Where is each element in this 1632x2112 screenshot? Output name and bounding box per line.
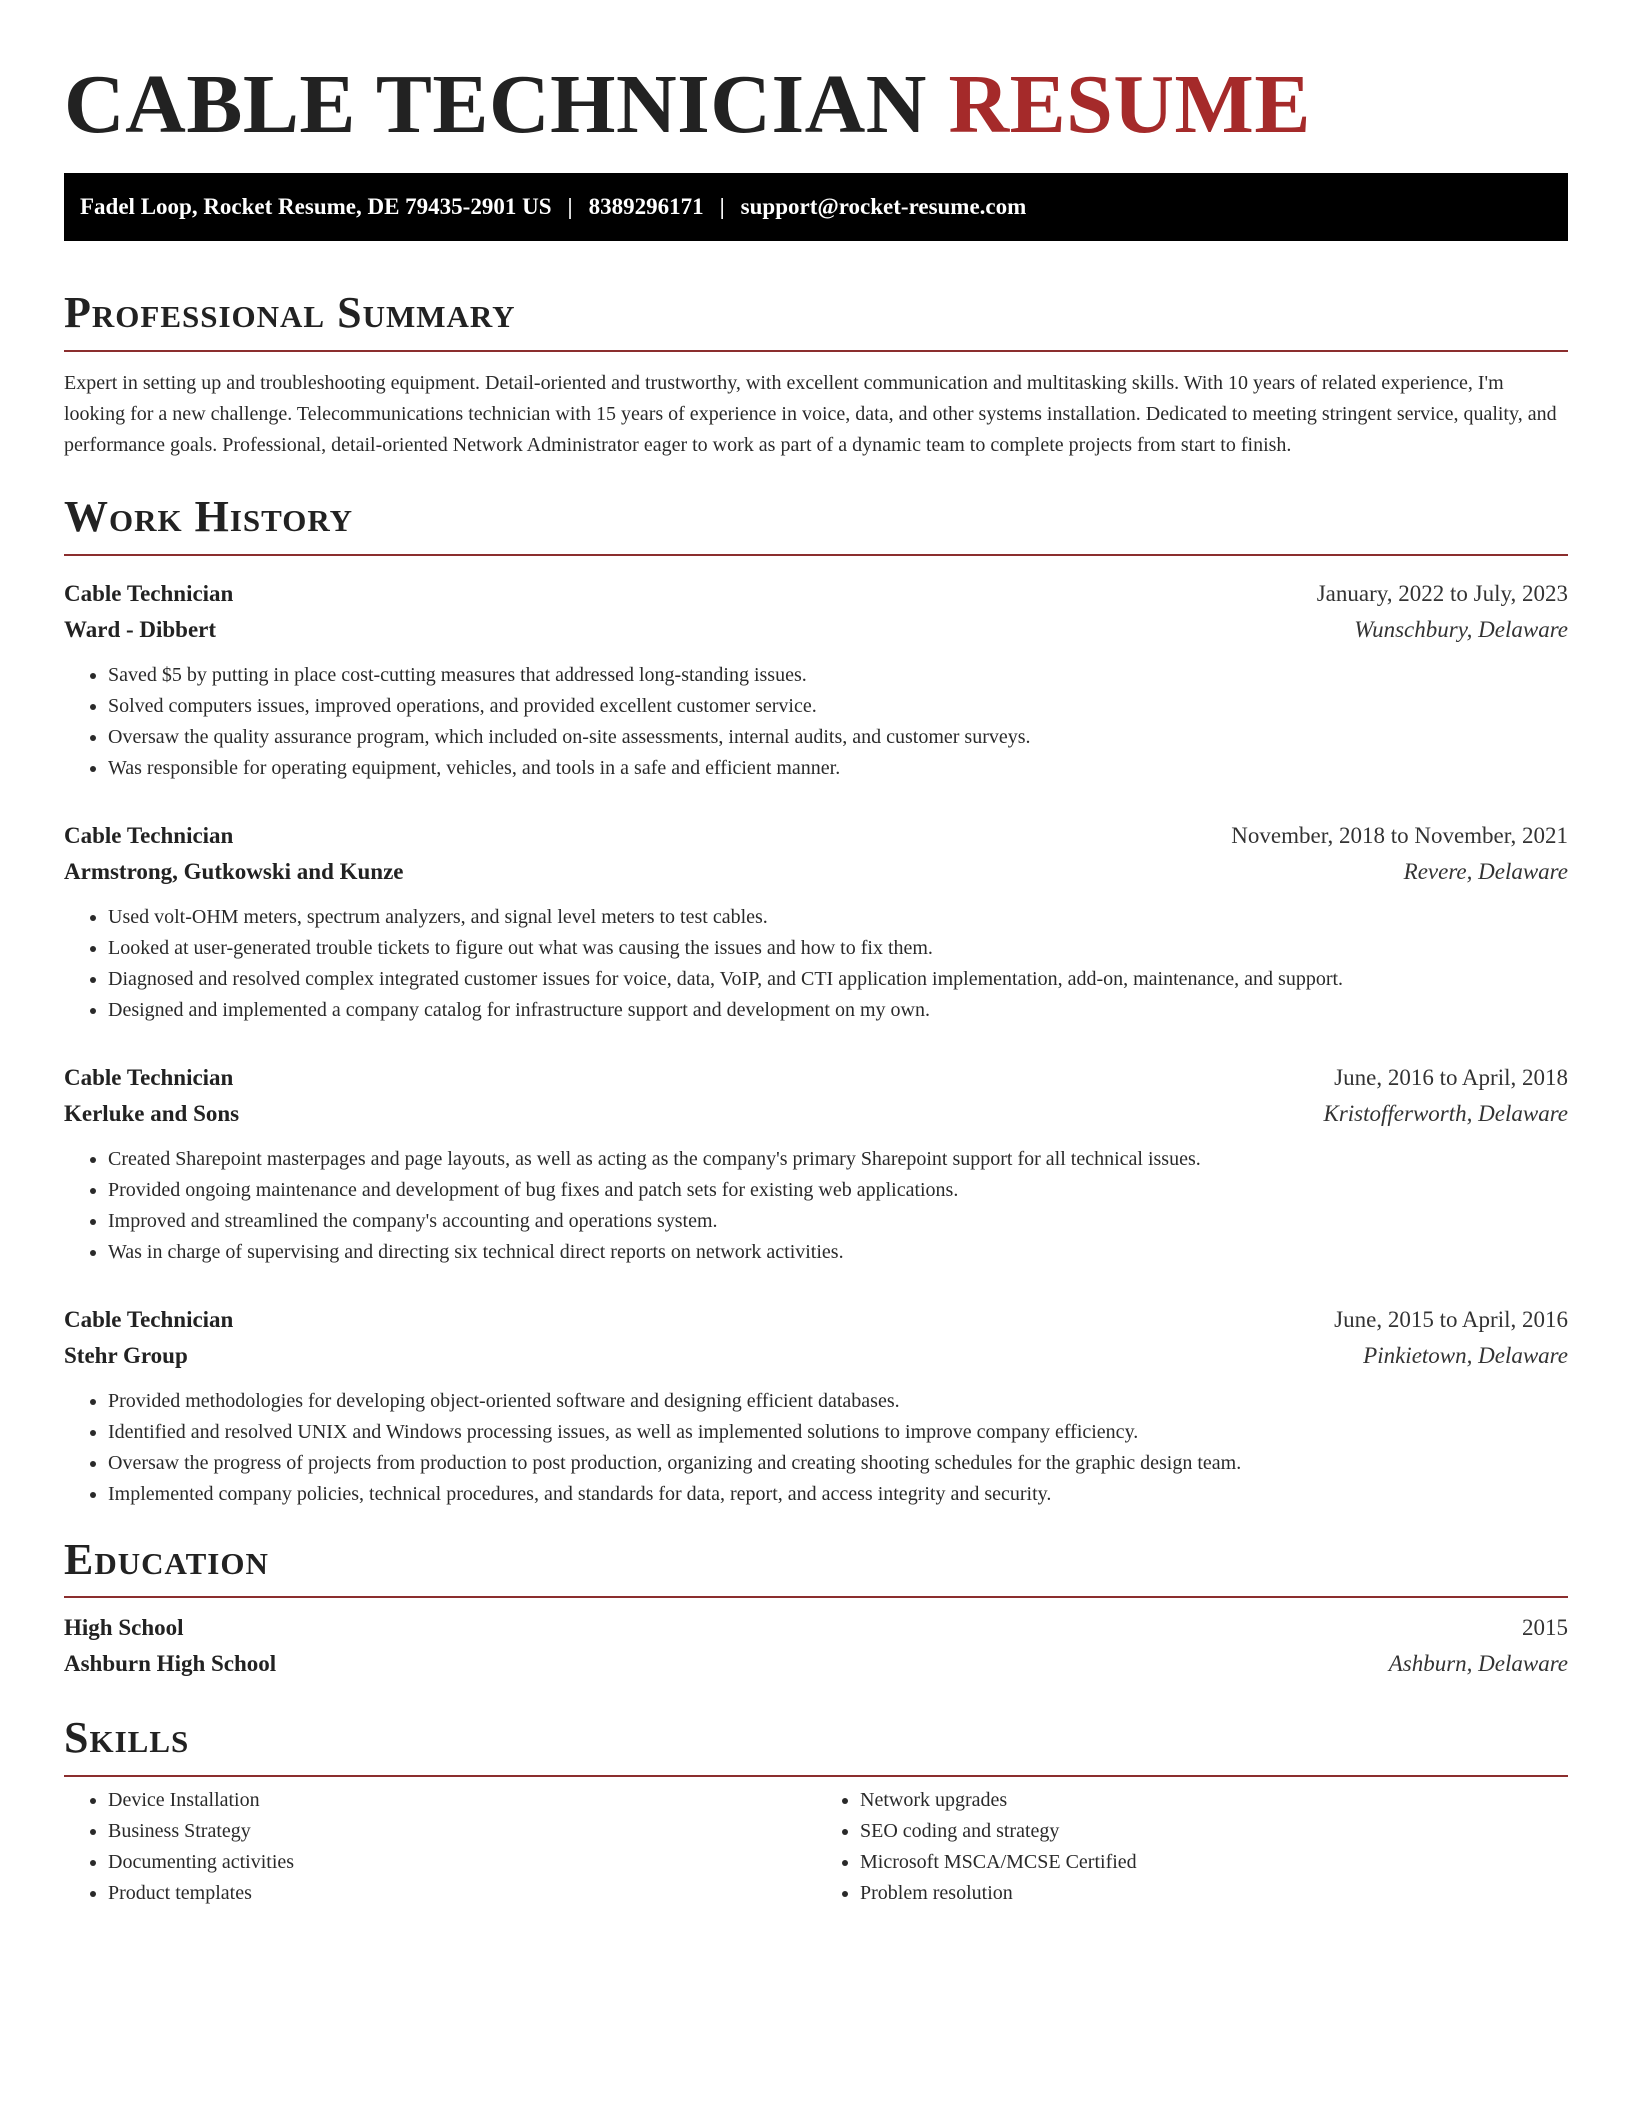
resume-title	[64, 52, 1568, 157]
job-title: Cable Technician	[64, 822, 234, 848]
job-bullet: • Oversaw the quality assurance program, which included on-site assessments, internal audits, and customer surveys.	[108, 722, 1568, 753]
summary-heading: Professional Summary	[64, 288, 516, 337]
job-bullet: • Designed and implemented a company catalog for infrastructure support and development on my own.	[108, 995, 1568, 1026]
education-location: Ashburn, Delaware	[1388, 1651, 1568, 1677]
job-bullet: • Implemented company policies, technical procedures, and standards for data, report, and access integrity and security.	[108, 1479, 1568, 1510]
job-entry	[64, 576, 1568, 784]
work-history-heading: Work History	[64, 491, 354, 541]
job-header-row	[64, 818, 1568, 854]
job-bullet: • Provided methodologies for developing object-oriented software and designing efficient databases.	[108, 1386, 1568, 1417]
job-company-row	[64, 1338, 1568, 1374]
job-bullet: • Diagnosed and resolved complex integrated customer issues for voice, data, VoIP, and CTI application implementation, add-on, maintenance, and support.	[108, 964, 1568, 995]
section-divider	[64, 554, 1568, 556]
section-divider	[64, 1596, 1568, 1598]
job-company: Ward - Dibbert	[64, 616, 217, 642]
job-bullet: • Identified and resolved UNIX and Windows processing issues, as well as implemented solutions to improve company efficiency.	[108, 1417, 1568, 1448]
job-bullet: • Looked at user-generated trouble tickets to figure out what was causing the issues and how to fix them.	[108, 933, 1568, 964]
job-company: Kerluke and Sons	[64, 1100, 240, 1126]
skill-item: • Microsoft MSCA/MCSE Certified	[860, 1847, 1568, 1878]
job-entry	[64, 818, 1568, 1026]
skill-item: • Documenting activities	[108, 1847, 816, 1878]
job-bullet: • Solved computers issues, improved operations, and provided excellent customer service.	[108, 691, 1568, 722]
job-title: Cable Technician	[64, 1064, 234, 1090]
job-company: Stehr Group	[64, 1342, 188, 1368]
skills-heading: Skills	[64, 1713, 190, 1763]
section-divider	[64, 1775, 1568, 1777]
job-bullet: • Was responsible for operating equipment, vehicles, and tools in a safe and efficient manner.	[108, 753, 1568, 784]
skill-item: • Business Strategy	[108, 1816, 816, 1847]
skill-item: • SEO coding and strategy	[860, 1816, 1568, 1847]
job-bullets	[64, 1144, 1568, 1268]
skill-item: • Problem resolution	[860, 1878, 1568, 1909]
job-bullets	[64, 660, 1568, 784]
job-title: Cable Technician	[64, 580, 234, 606]
contact-separator: |	[719, 194, 725, 219]
education-degree: High School	[64, 1615, 184, 1641]
job-company: Armstrong, Gutkowski and Kunze	[64, 858, 404, 884]
contact-bar	[64, 173, 1568, 241]
job-header-row	[64, 576, 1568, 612]
education-section	[64, 1534, 1568, 1683]
title-accent: RESUME	[948, 58, 1311, 151]
skills-list-left	[64, 1785, 816, 1909]
job-bullet: • Created Sharepoint masterpages and page layouts, as well as acting as the company's primary Sharepoint support for all technical issues.	[108, 1144, 1568, 1175]
education-entry	[64, 1610, 1568, 1682]
title-main: CABLE TECHNICIAN	[64, 58, 927, 151]
education-school-row	[64, 1646, 1568, 1682]
skills-list-right	[816, 1785, 1568, 1909]
job-company-row	[64, 612, 1568, 648]
contact-phone: 8389296171	[588, 194, 704, 219]
education-year: 2015	[1522, 1615, 1568, 1641]
job-dates: November, 2018 to November, 2021	[1231, 822, 1568, 848]
contact-separator: |	[567, 194, 573, 219]
skills-columns	[64, 1785, 1568, 1909]
job-header-row	[64, 1060, 1568, 1096]
job-location: Revere, Delaware	[1403, 858, 1568, 884]
job-location: Pinkietown, Delaware	[1363, 1342, 1568, 1368]
job-title: Cable Technician	[64, 1306, 234, 1332]
job-bullet: • Used volt-OHM meters, spectrum analyzers, and signal level meters to test cables.	[108, 902, 1568, 933]
skill-item: • Network upgrades	[860, 1785, 1568, 1816]
work-history-section	[64, 491, 1568, 1510]
summary-section	[64, 287, 1568, 461]
job-bullet: • Was in charge of supervising and directing six technical direct reports on network activities.	[108, 1237, 1568, 1268]
job-bullets	[64, 902, 1568, 1026]
job-bullets	[64, 1386, 1568, 1510]
job-location: Kristofferworth, Delaware	[1323, 1100, 1568, 1126]
job-bullet: • Provided ongoing maintenance and development of bug fixes and patch sets for existing web applications.	[108, 1175, 1568, 1206]
skill-item: • Device Installation	[108, 1785, 816, 1816]
job-bullet: • Oversaw the progress of projects from production to post production, organizing and creating shooting schedules for the graphic design team.	[108, 1448, 1568, 1479]
section-divider	[64, 350, 1568, 352]
education-heading: Education	[64, 1534, 269, 1584]
contact-address: Fadel Loop, Rocket Resume, DE 79435-2901 US	[80, 194, 552, 219]
summary-text: Expert in setting up and troubleshooting equipment. Detail-oriented and trustworthy, with excellent communication and multitasking skills. With 10 years of related experience, I'm looking for a new challenge. Telecommunications technician with 15 years of experience in voice, data, and other systems installation. Dedicated to meeting stringent service, quality, and performance goals. Professional, detail-oriented Network Administrator eager to work as part of a dynamic team to complete projects from start to finish.	[64, 371, 1557, 456]
skills-section	[64, 1712, 1568, 1909]
job-location: Wunschbury, Delaware	[1354, 616, 1568, 642]
job-entry	[64, 1302, 1568, 1510]
job-company-row	[64, 1096, 1568, 1132]
skill-item: • Product templates	[108, 1878, 816, 1909]
education-school: Ashburn High School	[64, 1651, 277, 1677]
job-dates: January, 2022 to July, 2023	[1316, 580, 1568, 606]
job-entry	[64, 1060, 1568, 1268]
job-dates: June, 2016 to April, 2018	[1334, 1064, 1568, 1090]
job-header-row	[64, 1302, 1568, 1338]
job-bullet: • Saved $5 by putting in place cost-cutting measures that addressed long-standing issues.	[108, 660, 1568, 691]
job-company-row	[64, 854, 1568, 890]
education-header-row	[64, 1610, 1568, 1646]
contact-email: support@rocket-resume.com	[740, 194, 1027, 219]
job-dates: June, 2015 to April, 2016	[1334, 1306, 1568, 1332]
job-bullet: • Improved and streamlined the company's accounting and operations system.	[108, 1206, 1568, 1237]
